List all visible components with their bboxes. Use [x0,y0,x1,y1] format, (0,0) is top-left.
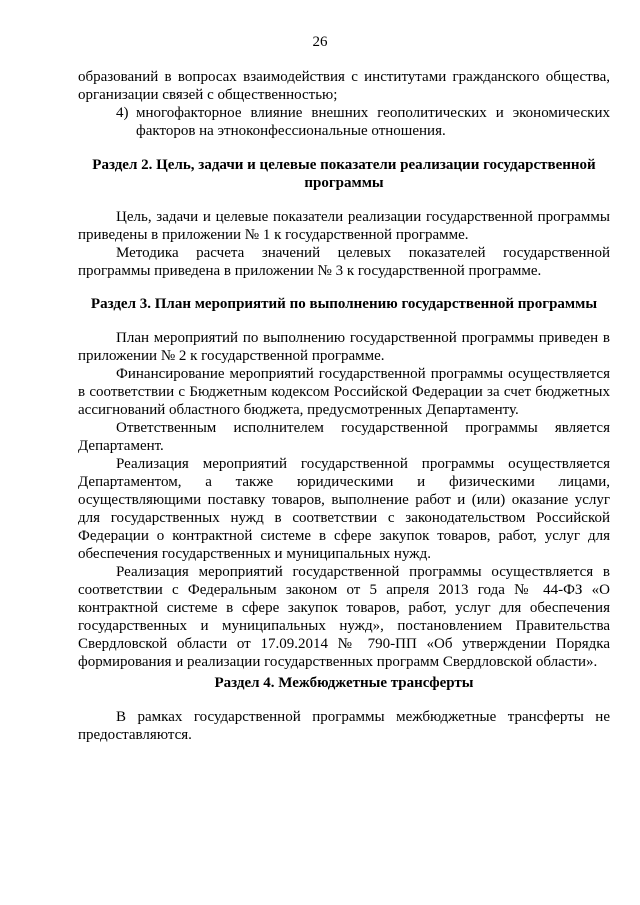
section-4-heading: Раздел 4. Межбюджетные трансферты [214,675,474,691]
section-3-body [78,329,610,671]
section-2-body [78,208,610,280]
paragraph: План мероприятий по выполнению государственной программы приведен в приложении № 2 к государственной программе. [78,330,610,364]
paragraph: Финансирование мероприятий государственной программы осуществляется в соответствии с Бюджетным кодексом Российской Федерации за счет бюджетных ассигнований областного бюджета, предусмотренных Департаменту. [78,366,610,418]
section-4-body [78,708,610,744]
page-number: 26 [312,34,328,50]
list-item-4 [78,104,610,140]
section-2-heading: Раздел 2. Цель, задачи и целевые показатели реализации государственной программы [92,157,596,191]
paragraph: Ответственным исполнителем государственной программы является Департамент. [78,420,610,454]
section-3-heading: Раздел 3. План мероприятий по выполнению государственной программы [90,296,598,312]
intro-block [78,68,610,140]
continuation-paragraph: образований в вопросах взаимодействия с институтами гражданского общества, организации связей с общественностью; [78,69,610,103]
paragraph: Методика расчета значений целевых показателей государственной программы приведена в приложении № 3 к государственной программе. [78,245,610,279]
list-item-number: 4) [116,105,129,121]
list-item-text: многофакторное влияние внешних геополитических и экономических факторов на этноконфессиональные отношения. [136,105,610,139]
paragraph: Реализация мероприятий государственной программы осуществляется Департаментом, а также юридическими и физическими лицами, осуществляющими поставку товаров, выполнение работ и (или) оказание услуг для государственных нужд в соответствии с законодательством Российской Федерации о контрактной системе в сфере закупок товаров, работ, услуг для обеспечения государственных и муниципальных нужд. [78,456,610,562]
paragraph: Реализация мероприятий государственной программы осуществляется в соответствии с Федеральным законом от 5 апреля 2013 года № 44-ФЗ «О контрактной системе в сфере закупок товаров, работ, услуг для обеспечения государственных и муниципальных нужд», постановлением Правительства Свердловской области от 17.09.2014 № 790-ПП «Об утверждении Порядка формирования и реализации государственных программ Свердловской области». [78,564,610,670]
paragraph: В рамках государственной программы межбюджетные трансферты не предоставляются. [78,709,610,743]
paragraph: Цель, задачи и целевые показатели реализации государственной программы приведены в приложении № 1 к государственной программе. [78,209,610,243]
